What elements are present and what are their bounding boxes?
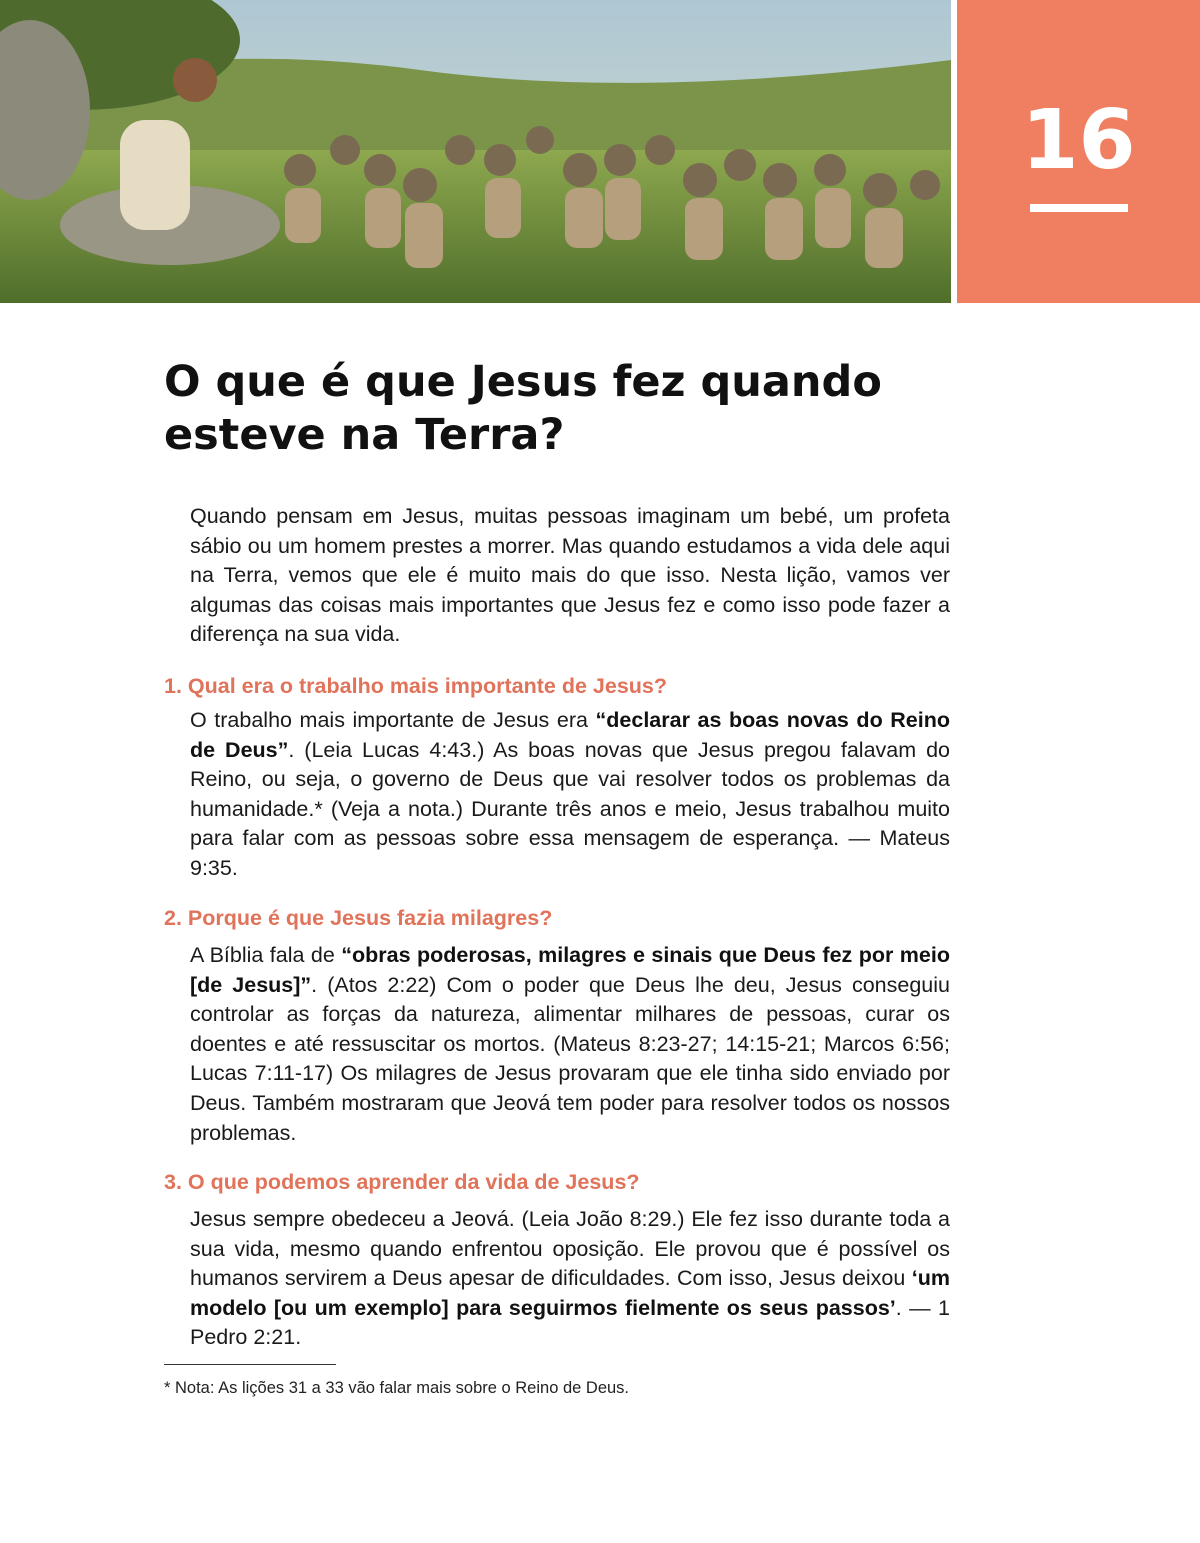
- scripture-quote: “declarar as boas novas do Reino de Deus”: [190, 708, 950, 762]
- scripture-quote: ‘um modelo [ou um exemplo] para seguirmos fielmente os seus passos’: [190, 1266, 950, 1320]
- lesson-number: 16: [1021, 93, 1136, 188]
- footnote-divider: [164, 1364, 336, 1365]
- footnote: * Nota: As lições 31 a 33 vão falar mais sobre o Reino de Deus.: [164, 1379, 630, 1397]
- answer-text: A Bíblia fala de: [190, 943, 342, 967]
- answer-text: . — 1 Pedro 2:21.: [190, 1295, 950, 1350]
- answer-paragraph-2: [190, 941, 950, 1148]
- answer-text: O trabalho mais importante de Jesus era: [190, 708, 596, 732]
- question-heading-1: 1. Qual era o trabalho mais importante de Jesus?: [164, 674, 668, 698]
- answer-text: Jesus sempre obedeceu a Jeová. (Leia João 8:29.) Ele fez isso durante toda a sua vida, mesmo quando enfrentou oposição. Ele provou que é possível os humanos servirem a Deus apesar de dificuldades. Com isso, Jesus deixou: [190, 1207, 950, 1291]
- answer-paragraph-1: [190, 706, 950, 884]
- page-title: O que é que Jesus fez quando esteve na Terra?: [164, 357, 882, 460]
- hero-photo: [0, 0, 951, 303]
- lesson-number-box: [957, 0, 1200, 303]
- intro-paragraph: Quando pensam em Jesus, muitas pessoas imaginam um bebé, um profeta sábio ou um homem prestes a morrer. Mas quando estudamos a vida dele aqui na Terra, vemos que ele é muito mais do que isso. Nesta lição, vamos ver algumas das coisas mais importantes que Jesus fez e como isso pode fazer a diferença na sua vida.: [190, 504, 950, 647]
- answer-text: . (Atos 2:22) Com o poder que Deus lhe deu, Jesus conseguiu controlar as forças da natureza, alimentar milhares de pessoas, curar os doentes e até ressuscitar os mortos. (Mateus 8:23-27; 14:15-21; Marcos 6:56; Lucas 7:11-17) Os milagres de Jesus provaram que ele tinha sido enviado por Deus. Também mostraram que Jeová tem poder para resolver todos os nossos problemas.: [190, 972, 950, 1145]
- scripture-quote: “obras poderosas, milagres e sinais que Deus fez por meio [de Jesus]”: [190, 943, 950, 997]
- lesson-number-underline: [1030, 204, 1128, 212]
- answer-paragraph-3: [190, 1205, 950, 1353]
- answer-text: . (Leia Lucas 4:43.) As boas novas que Jesus pregou falavam do Reino, ou seja, o governo de Deus que vai resolver todos os problemas da humanidade.* (Veja a nota.) Durante três anos e meio, Jesus trabalhou muito para falar com as pessoas sobre essa mensagem de esperança. — Mateus 9:35.: [190, 737, 951, 880]
- question-heading-3: 3. O que podemos aprender da vida de Jesus?: [164, 1170, 640, 1194]
- jesus-teaching-crowd-illustration: [0, 0, 951, 303]
- question-heading-2: 2. Porque é que Jesus fazia milagres?: [164, 906, 553, 930]
